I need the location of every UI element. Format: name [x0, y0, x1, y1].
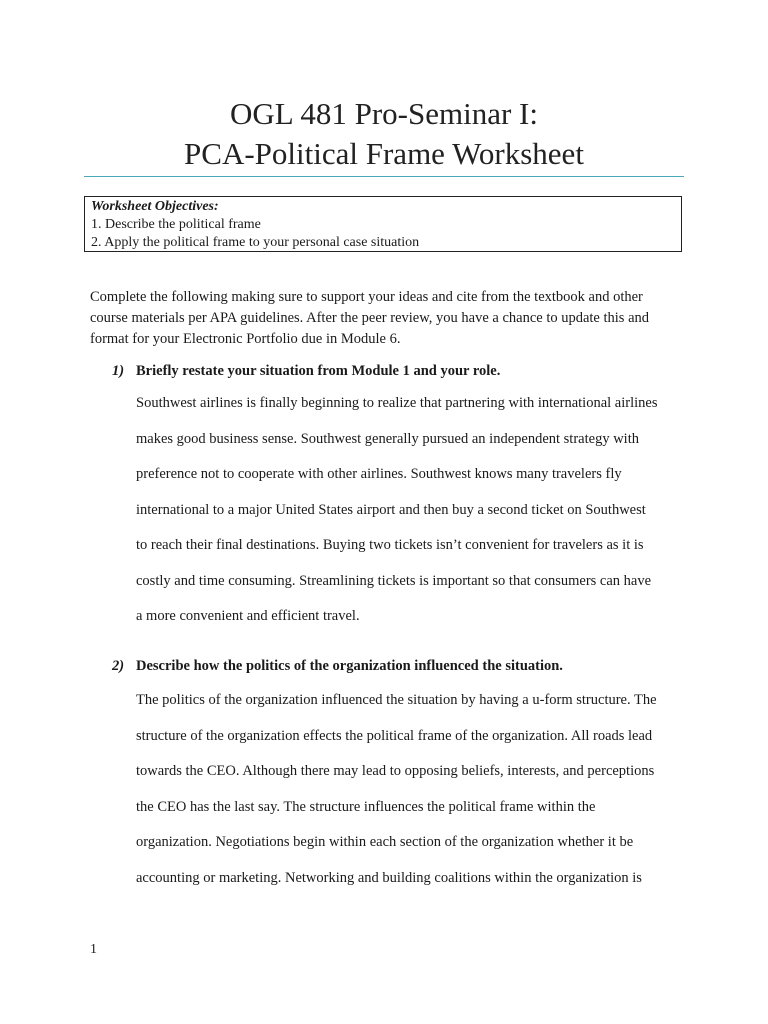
objective-item: 2. Apply the political frame to your personal case situation	[91, 235, 420, 250]
answer-line: international to a major United States airport and then buy a second ticket on Southwest	[136, 501, 646, 518]
question-text: Briefly restate your situation from Module 1 and your role.	[136, 363, 501, 379]
title-divider	[84, 176, 684, 177]
answer-line: the CEO has the last say. The structure influences the political frame within the	[136, 798, 596, 815]
question-number: 1)	[112, 363, 125, 379]
objective-item: 1. Describe the political frame	[91, 217, 261, 232]
document-title-line-1: OGL 481 Pro-Seminar I:	[230, 96, 538, 131]
answer-line: Southwest airlines is finally beginning to realize that partnering with international airlines	[136, 395, 658, 411]
answer-line: preference not to cooperate with other airlines. Southwest knows many travelers fly	[136, 466, 622, 482]
page-number: 1	[90, 942, 97, 957]
question-1-answer	[136, 386, 696, 635]
question-2-prompt	[112, 656, 563, 676]
answer-line: towards the CEO. Although there may lead to opposing beliefs, interests, and perceptions	[136, 763, 655, 779]
answer-line: The politics of the organization influenced the situation by having a u-form structure. The	[136, 692, 657, 708]
answer-line: organization. Negotiations begin within each section of the organization whether it be	[136, 834, 634, 850]
intro-line: Complete the following making sure to support your ideas and cite from the textbook and other	[90, 289, 643, 305]
intro-line: course materials per APA guidelines. After the peer review, you have a chance to update this and	[90, 310, 650, 326]
answer-line: accounting or marketing. Networking and building coalitions within the organization is	[136, 869, 642, 886]
intro-line: format for your Electronic Portfolio due in Module 6.	[90, 331, 401, 347]
question-number: 2)	[112, 658, 125, 674]
document-title-line-2: PCA-Political Frame Worksheet	[184, 136, 584, 171]
objectives-box	[84, 196, 682, 252]
question-text: Describe how the politics of the organization influenced the situation.	[136, 658, 563, 674]
question-2-answer	[136, 683, 696, 896]
answer-line: costly and time consuming. Streamlining tickets is important so that consumers can have	[136, 572, 652, 589]
question-1-prompt	[112, 361, 500, 381]
answer-line: to reach their final destinations. Buying two tickets isn’t convenient for travelers as it is	[136, 537, 644, 553]
objectives-heading: Worksheet Objectives:	[91, 199, 219, 214]
intro-paragraph	[90, 287, 690, 350]
answer-line: a more convenient and efficient travel.	[136, 608, 360, 624]
answer-line: makes good business sense. Southwest generally pursued an independent strategy with	[136, 430, 639, 447]
answer-line: structure of the organization effects the political frame of the organization. All roads lead	[136, 727, 653, 744]
